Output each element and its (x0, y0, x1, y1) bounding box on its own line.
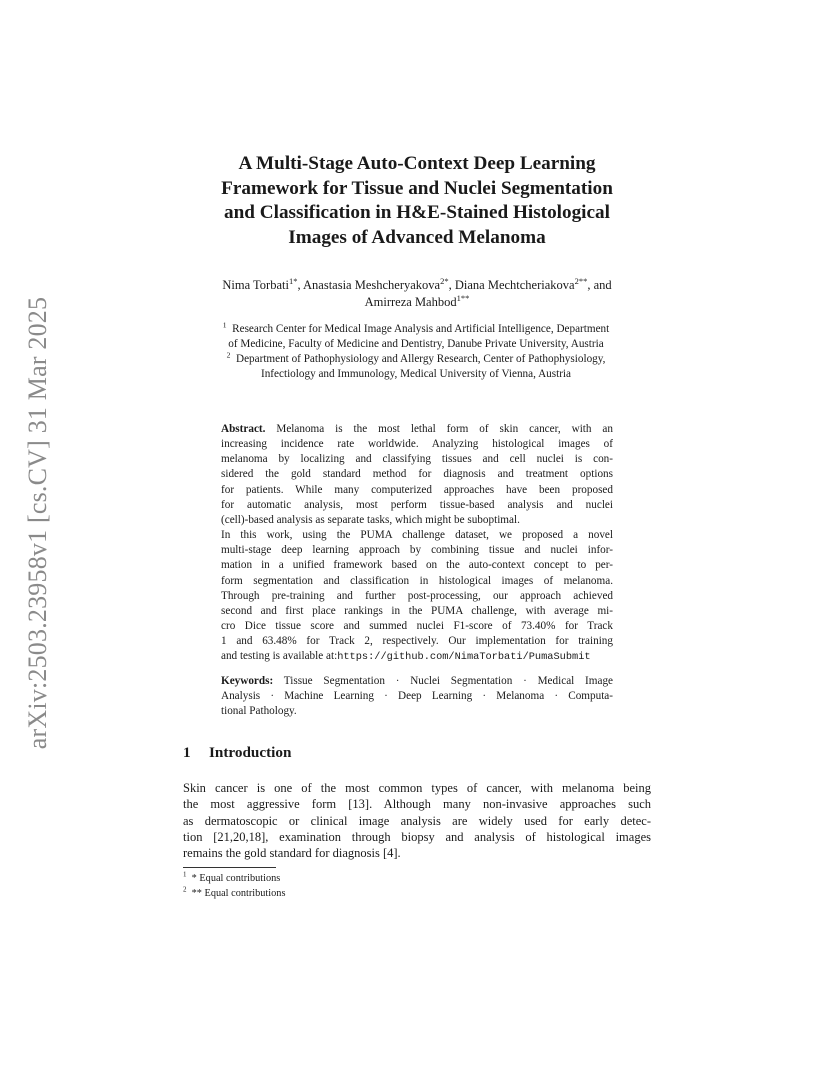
arxiv-identifier-text: arXiv:2503.23958v1 [cs.CV] 31 Mar 2025 (23, 296, 52, 750)
author-name: Amirreza Mahbod (364, 295, 457, 309)
affiliation-line: $^2$ Department of Pathophysiology and Allergy Research, Center of Pathophysiology, (226, 350, 606, 365)
author-affil-mark: 2** (574, 275, 588, 286)
keywords: Keywords: Tissue Segmentation · Nuclei Segmentation · Medical Image Analysis · Machine Learning · Deep Learning · Melanoma · Computa- tional Pathology. (221, 674, 613, 719)
abstract-line: form segmentation and classification in histological images of melanoma. (221, 574, 613, 587)
affiliation-line: $^1$ Research Center for Medical Image Analysis and Artificial Intelligence, Department (222, 320, 610, 335)
keywords-line: tional Pathology. (221, 705, 297, 718)
paper-title (160, 152, 674, 250)
intro-paragraph (183, 780, 651, 861)
footnote: $^1$ * Equal contributions (183, 870, 281, 884)
title-line: and Classification in H&E-Stained Histological (224, 202, 610, 224)
abstract: Abstract. Melanoma is the most lethal form of skin cancer, with an increasing incidence rate worldwide. Analyzing histological images of melanoma by localizing and classifying tissues and cell nuclei is con- sidered the gold standard method for diagnosis and treatment options for patients. While many computerized approaches have been proposed for automatic analysis, most perform tissue-based analysis and nuclei (cell)-based analysis as separate tasks, which might be suboptimal. In this work, using the PUMA challenge dataset, we proposed a novel multi-stage deep learning approach by combining tissue and nuclei infor- mation in a unified framework based on the auto-context concept to per- form segmentation and classification in histological images of melanoma. Through pre-training and further post-processing, our approach achieved second and first place rankings in the PUMA challenge, with average mi- cro Dice tissue score and summed nuclei F1-score of 73.40% for Track 1 and 63.48% for Track 2, respectively. Our implementation for training and testing is available at:https://github.com/NimaTorbati/PumaSubmit (221, 423, 613, 664)
arxiv-identifier (18, 283, 58, 763)
footnote: $^2$ ** Equal contributions (183, 885, 286, 899)
abstract-line: second and first place rankings in the PUMA challenge, with average mi- (221, 604, 613, 617)
abstract-line: (cell)-based analysis as separate tasks, which might be suboptimal. (221, 513, 520, 526)
abstract-line: 1 and 63.48% for Track 2, respectively. Our implementation for training (221, 635, 613, 648)
abstract-line: multi-stage deep learning approach by combining tissue and nuclei infor- (221, 544, 613, 557)
abstract-line: for patients. While many computerized approaches have been proposed (221, 483, 613, 496)
keywords-line: Analysis · Machine Learning · Deep Learning · Melanoma · Computa- (221, 690, 613, 703)
abstract-line: mation in a unified framework based on the auto-context concept to per- (221, 559, 613, 572)
title-line: Framework for Tissue and Nuclei Segmentation (221, 177, 613, 199)
affiliation-line: of Medicine, Faculty of Medicine and Dentistry, Danube Private University, Austria (228, 338, 604, 350)
author-affil-mark: 2* (440, 275, 449, 286)
intro-line: Skin cancer is one of the most common types of cancer, with melanoma being (183, 781, 651, 795)
abstract-line: sidered the gold standard method for diagnosis and treatment options (221, 468, 613, 481)
author-name: Nima Torbati (222, 278, 289, 292)
author-name: Diana Mechtcheriakova (454, 278, 575, 292)
footnotes (183, 871, 285, 901)
abstract-line: Through pre-training and further post-processing, our approach achieved (221, 589, 613, 602)
intro-line: remains the gold standard for diagnosis [4]. (183, 846, 401, 861)
author-affil-mark: 1* (288, 275, 298, 286)
title-line: A Multi-Stage Auto-Context Deep Learning (238, 153, 596, 174)
intro-line: tion [21,20,18], examination through biopsy and analysis of histological images (183, 829, 651, 844)
author-affil-mark: 1** (456, 292, 470, 303)
title-line: Images of Advanced Melanoma (288, 226, 546, 248)
section-heading (183, 744, 291, 762)
footnote-rule (183, 867, 276, 868)
abstract-line: increasing incidence rate worldwide. Analyzing histological images of (221, 438, 613, 451)
keywords-label: Keywords: (221, 675, 274, 687)
intro-line: as dermatoscopic or clinical image analysis are widely used for early detec- (183, 813, 651, 828)
abstract-label: Abstract. (221, 423, 266, 435)
abstract-line: In this work, using the PUMA challenge dataset, we proposed a novel (221, 529, 613, 542)
abstract-line: cro Dice tissue score and summed nuclei F1-score of 73.40% for Track (221, 620, 613, 633)
affiliation-line: Infectiology and Immunology, Medical University of Vienna, Austria (260, 368, 572, 380)
abstract-line: melanoma by localizing and classifying tissues and cell nuclei is con- (221, 453, 613, 466)
affiliations (176, 322, 656, 382)
section-title: Introduction (209, 744, 292, 761)
intro-line: the most aggressive form [13]. Although many non-invasive approaches such (183, 797, 651, 812)
abstract-line: for automatic analysis, most perform tissue-based analysis and nuclei (221, 498, 613, 511)
repository-link[interactable]: https://github.com/NimaTorbati/PumaSubmit (337, 651, 591, 664)
author-list: Nima Torbati$^{1*}$, Anastasia Meshcheryakova$^{2*}$, Diana Mechtcheriakova$^{2**}$, and Amirreza Mahbod$^{1**}$ (222, 275, 612, 309)
section-number: 1 (183, 744, 191, 761)
author-name: Anastasia Meshcheryakova (303, 278, 441, 292)
